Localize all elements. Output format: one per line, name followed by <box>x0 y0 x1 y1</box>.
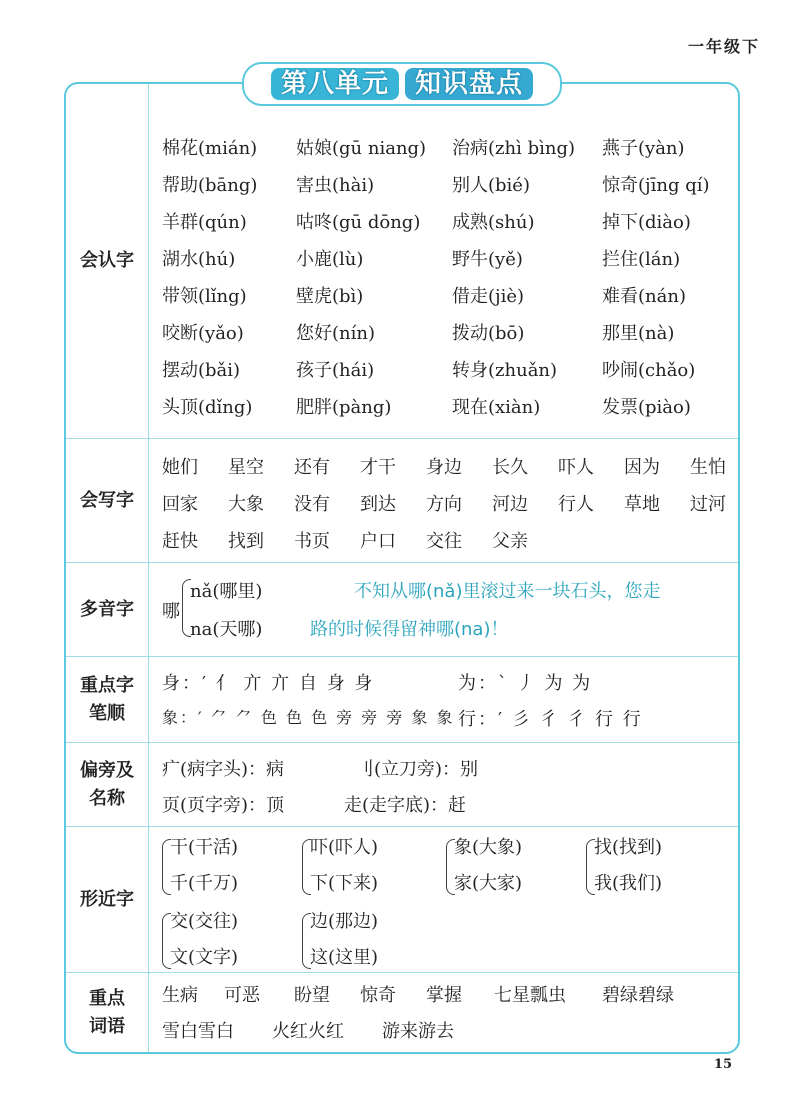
polyphone-sentence-line2: 路的时候得留神哪(na)！ <box>310 619 509 640</box>
write-word: 行人 <box>558 494 594 515</box>
page-number: 15 <box>713 1057 732 1072</box>
key-word: 火红火红 <box>272 1021 344 1042</box>
write-word: 生怕 <box>690 457 726 478</box>
recognize-word: 咬断(yǎo) <box>162 323 244 344</box>
write-word: 父亲 <box>492 531 528 552</box>
similar-char: 找(找到) <box>594 837 663 858</box>
stroke-order-xiang: 象：′ ⺈ ⺈ 色 色 色 旁 旁 旁 象 象 <box>162 708 455 727</box>
similar-char: 吓(吓人) <box>310 837 379 858</box>
recognize-word: 掉下(diào) <box>602 212 691 233</box>
polyphone-reading-2: na(天哪) <box>190 619 263 640</box>
stroke-order-shen: 身：′ 亻 亣 亣 自 身 身 <box>162 673 375 694</box>
key-word: 生病 <box>162 985 198 1006</box>
recognize-label: 会认字 <box>66 84 149 438</box>
polyphone-label: 多音字 <box>66 563 149 657</box>
polyphone-row <box>66 562 738 657</box>
recognize-word: 成熟(shú) <box>452 212 535 233</box>
recognize-word: 咕咚(gū dōng) <box>296 212 421 233</box>
similar-char: 这(这里) <box>310 947 379 968</box>
write-word: 还有 <box>294 457 330 478</box>
unit-title-part1: 第八单元 <box>271 68 399 100</box>
write-word: 没有 <box>294 494 330 515</box>
radicals-label-line2: 名称 <box>89 788 125 809</box>
similar-char: 千(千万) <box>170 873 239 894</box>
recognize-word: 害虫(hài) <box>296 175 375 196</box>
recognize-word: 现在(xiàn) <box>452 397 541 418</box>
key-word: 游来游去 <box>382 1021 454 1042</box>
write-word: 交往 <box>426 531 462 552</box>
recognize-word: 拨动(bō) <box>452 323 525 344</box>
write-word: 身边 <box>426 457 462 478</box>
radicals-row <box>66 742 738 827</box>
key-word: 雪白雪白 <box>162 1021 234 1042</box>
key-word: 盼望 <box>294 985 330 1006</box>
similar-char: 下(下来) <box>310 873 379 894</box>
recognize-word: 野牛(yě) <box>452 249 523 270</box>
polyphone-sentence-line1: 不知从哪(nǎ)里滚过来一块石头，您走 <box>354 581 661 602</box>
write-word: 户口 <box>360 531 396 552</box>
grade-label: 一年级下 <box>687 37 760 56</box>
recognize-row <box>66 84 738 438</box>
strokes-label <box>66 657 149 743</box>
write-word: 因为 <box>624 457 660 478</box>
write-word: 赶快 <box>162 531 198 552</box>
recognize-word: 羊群(qún) <box>162 212 247 233</box>
similar-char: 文(文字) <box>170 947 239 968</box>
write-word: 到达 <box>360 494 396 515</box>
stroke-order-xing: 行：′ 彡 彳 彳 行 行 <box>458 709 643 730</box>
write-word: 才干 <box>360 457 396 478</box>
recognize-word: 头顶(dǐng) <box>162 397 253 418</box>
recognize-word: 带领(lǐng) <box>162 286 247 307</box>
write-label: 会写字 <box>66 439 149 563</box>
recognize-word: 燕子(yàn) <box>602 138 685 159</box>
write-word: 过河 <box>690 494 726 515</box>
write-word: 书页 <box>294 531 330 552</box>
recognize-word: 转身(zhuǎn) <box>452 360 558 381</box>
radical-zou: 走(走字底)：赶 <box>344 795 467 816</box>
similar-char: 干(干活) <box>170 837 239 858</box>
similar-label: 形近字 <box>66 827 149 973</box>
write-word: 她们 <box>162 457 198 478</box>
recognize-word: 湖水(hú) <box>162 249 236 270</box>
words-label <box>66 973 149 1053</box>
write-word: 大象 <box>228 494 264 515</box>
recognize-word: 治病(zhì bìng) <box>452 138 575 159</box>
similar-char: 边(那边) <box>310 911 379 932</box>
similar-char: 我(我们) <box>594 873 663 894</box>
key-word: 掌握 <box>426 985 462 1006</box>
recognize-word: 惊奇(jīng qí) <box>602 175 710 196</box>
words-label-line1: 重点 <box>89 988 125 1009</box>
write-word: 找到 <box>228 531 264 552</box>
polyphone-char: 哪 <box>162 601 180 622</box>
strokes-row <box>66 656 738 743</box>
recognize-word: 摆动(bǎi) <box>162 360 241 381</box>
polyphone-reading-1: nǎ(哪里) <box>190 581 263 602</box>
recognize-word: 借走(jiè) <box>452 286 525 307</box>
recognize-word: 您好(nín) <box>296 323 375 344</box>
unit-title-banner <box>242 62 562 106</box>
strokes-label-line1: 重点字 <box>80 675 134 696</box>
similar-char: 象(大象) <box>454 837 523 858</box>
stroke-order-wei: 为：` 丿 为 为 <box>458 673 593 694</box>
radical-lidao: 刂(立刀旁)：别 <box>356 759 479 780</box>
words-row <box>66 972 738 1053</box>
key-word: 碧绿碧绿 <box>602 985 674 1006</box>
recognize-word: 帮助(bāng) <box>162 175 258 196</box>
write-word: 方向 <box>426 494 462 515</box>
similar-char: 家(大家) <box>454 873 523 894</box>
recognize-word: 吵闹(chǎo) <box>602 360 696 381</box>
recognize-word: 难看(nán) <box>602 286 686 307</box>
recognize-word: 姑娘(gū niang) <box>296 138 427 159</box>
write-word: 草地 <box>624 494 660 515</box>
recognize-word: 发票(piào) <box>602 397 691 418</box>
similar-row <box>66 826 738 973</box>
strokes-label-line2: 笔顺 <box>89 703 125 724</box>
write-word: 星空 <box>228 457 264 478</box>
recognize-word: 别人(bié) <box>452 175 530 196</box>
write-word: 吓人 <box>558 457 594 478</box>
radical-ye: 页(页字旁)：顶 <box>162 795 285 816</box>
radical-bing: 疒(病字头)：病 <box>162 759 285 780</box>
key-word: 可恶 <box>224 985 260 1006</box>
radicals-label-line1: 偏旁及 <box>80 760 134 781</box>
write-word: 回家 <box>162 494 198 515</box>
recognize-word: 那里(nà) <box>602 323 675 344</box>
unit-title-part2: 知识盘点 <box>405 68 533 100</box>
recognize-word: 孩子(hái) <box>296 360 375 381</box>
radicals-label <box>66 743 149 827</box>
write-row <box>66 438 738 563</box>
write-word: 河边 <box>492 494 528 515</box>
key-word: 惊奇 <box>360 985 396 1006</box>
write-word: 长久 <box>492 457 528 478</box>
knowledge-table <box>64 82 740 1054</box>
recognize-word: 拦住(lán) <box>602 249 681 270</box>
recognize-word: 棉花(mián) <box>162 138 258 159</box>
recognize-word: 壁虎(bì) <box>296 286 364 307</box>
words-label-line2: 词语 <box>89 1016 125 1037</box>
recognize-word: 小鹿(lù) <box>296 249 364 270</box>
key-word: 七星瓢虫 <box>494 985 566 1006</box>
similar-char: 交(交往) <box>170 911 239 932</box>
recognize-word: 肥胖(pàng) <box>296 397 392 418</box>
